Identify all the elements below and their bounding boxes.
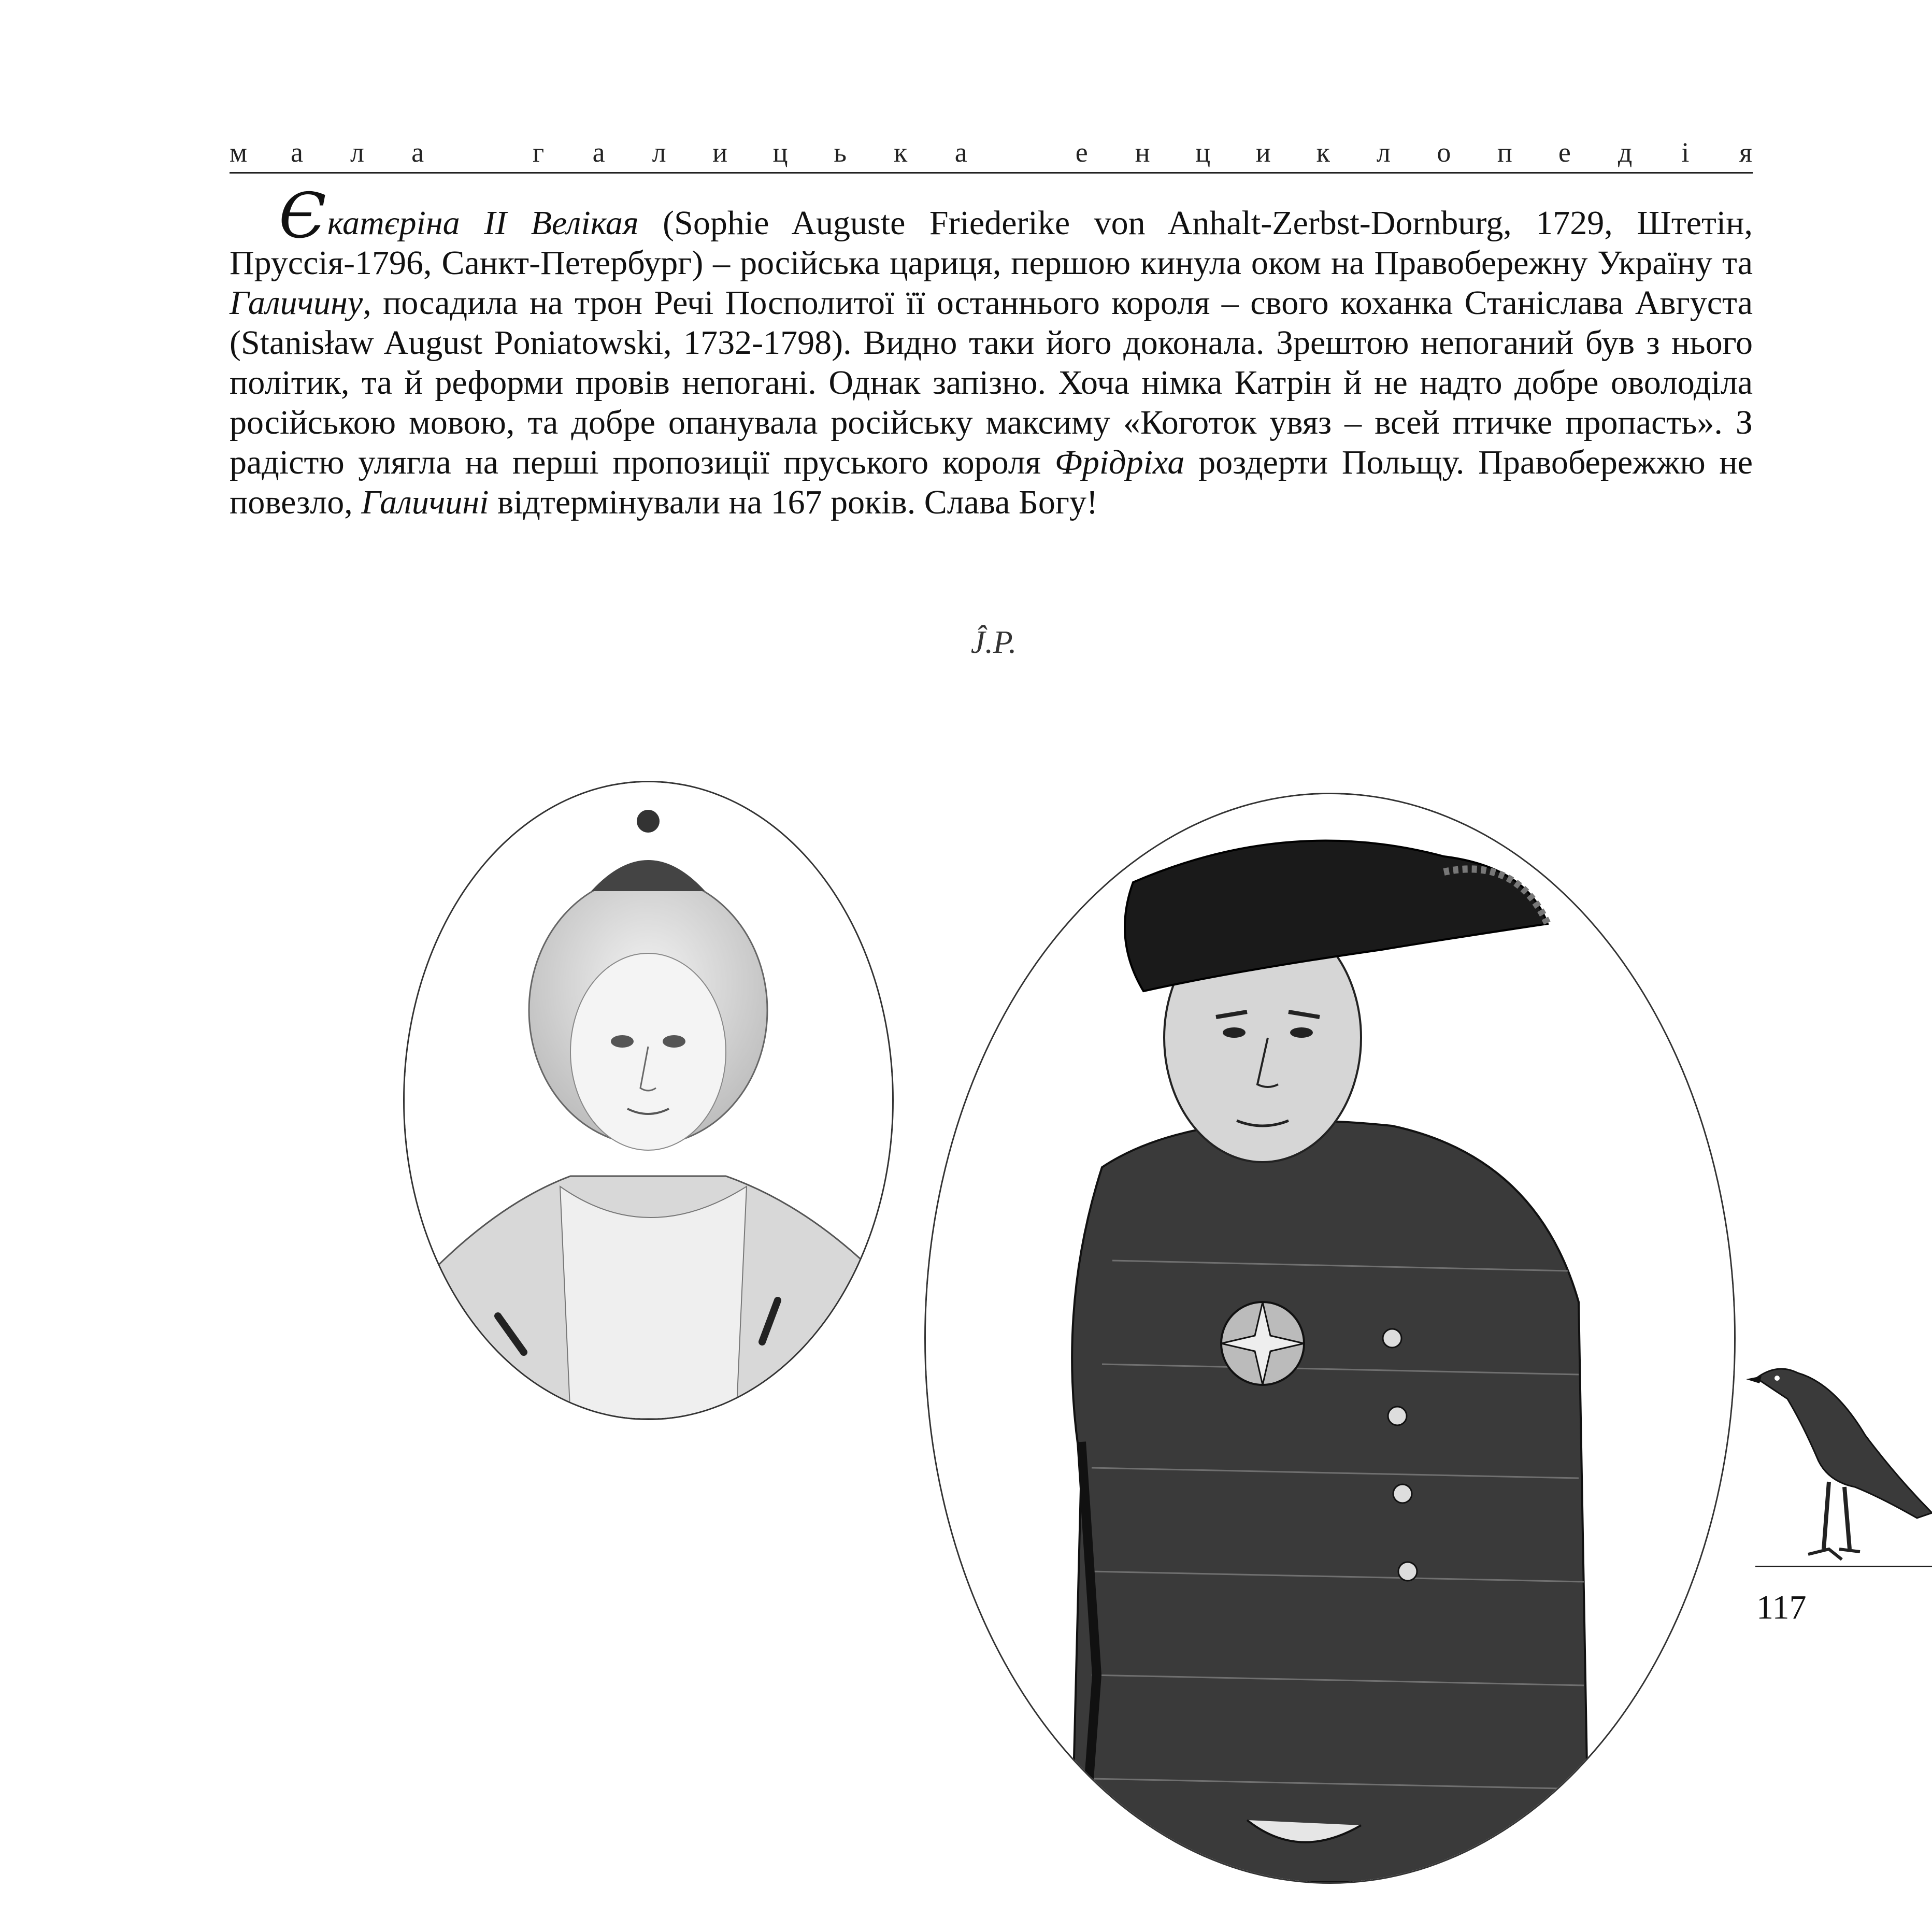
running-header-letter: ц — [1195, 137, 1211, 168]
running-header — [230, 137, 1753, 168]
page-number: 117 — [1756, 1588, 1807, 1626]
running-header-letter: е — [1558, 137, 1571, 168]
running-header-letter: п — [1497, 137, 1512, 168]
cross-reference-fridrikh: Фрідріха — [1054, 443, 1185, 481]
running-header-letter: а — [291, 137, 303, 168]
running-header-letter: а — [411, 137, 424, 168]
portrait-catherine-oval — [403, 781, 894, 1420]
portrait-frederick-oval — [924, 793, 1736, 1884]
running-header-letter: а — [954, 137, 967, 168]
running-header-letter: и — [1255, 137, 1271, 168]
running-header-letter: л — [652, 137, 666, 168]
running-header-letter: к — [894, 137, 908, 168]
running-header-letter: е — [1075, 137, 1088, 168]
running-header-letter: м — [230, 137, 248, 168]
running-header-letter: л — [350, 137, 364, 168]
running-header-letter: и — [712, 137, 728, 168]
header-rule — [230, 172, 1753, 174]
running-header-letter: ь — [834, 137, 847, 168]
article-text-1: (Sophie Auguste Friederike von Anhalt-Zerbst-Dornburg, 1729, Штетін, Пруссія-1796, Санкт-Петербург) – російська цариця, першою кинула оком на Правобережну Україну та — [230, 204, 1753, 282]
article-paragraph — [230, 180, 1753, 522]
running-header-letter: к — [1316, 137, 1330, 168]
running-header-letter: о — [1437, 137, 1451, 168]
author-signature: Ĵ.P. — [970, 625, 1017, 660]
frederick-portrait-image — [926, 794, 1734, 1882]
drop-cap: Є — [279, 180, 326, 252]
footer-rule — [1755, 1566, 1932, 1567]
running-header-letter: н — [1135, 137, 1150, 168]
cross-reference-halychyni: Галичині — [361, 483, 489, 521]
article-body — [230, 180, 1753, 522]
article-text-4: відтермінували на 167 років. Слава Богу! — [489, 483, 1098, 521]
cross-reference-galychyna: Галичину — [230, 284, 363, 322]
running-header-letter: л — [1376, 137, 1391, 168]
running-header-letter: я — [1739, 137, 1752, 168]
crow-illustration-icon — [1741, 1342, 1932, 1565]
running-header-letter — [1014, 136, 1028, 168]
running-header-letter — [471, 136, 485, 168]
article-text-2: , посадила на трон Речі Посполитої її останнього короля – свого коханка Станіслава Августа (Stanisław August Poniatowski, 1732-1798). Видно таки його доконала. Зрештою непоганий був з нього політик, та й реформи провів непогані. Однак запізно. Хоча німка Катрін й не надто добре оволоділа російською мовою, та добре опанувала російську максиму «Коготок увяз – всей птичке пропасть». З радістю улягла на перші пропозиції пруського короля — [230, 284, 1753, 481]
article-title: катєріна II Велікая — [327, 204, 639, 242]
running-header-letter: ц — [772, 137, 788, 168]
running-header-letter: д — [1618, 137, 1633, 168]
running-header-letter: і — [1681, 137, 1690, 168]
article-text-3: роздерти Польщу. Правобережжю не повезло, — [230, 443, 1753, 521]
catherine-portrait-image — [405, 782, 892, 1419]
running-header-letter: а — [592, 137, 605, 168]
running-header-letter: г — [533, 137, 545, 168]
